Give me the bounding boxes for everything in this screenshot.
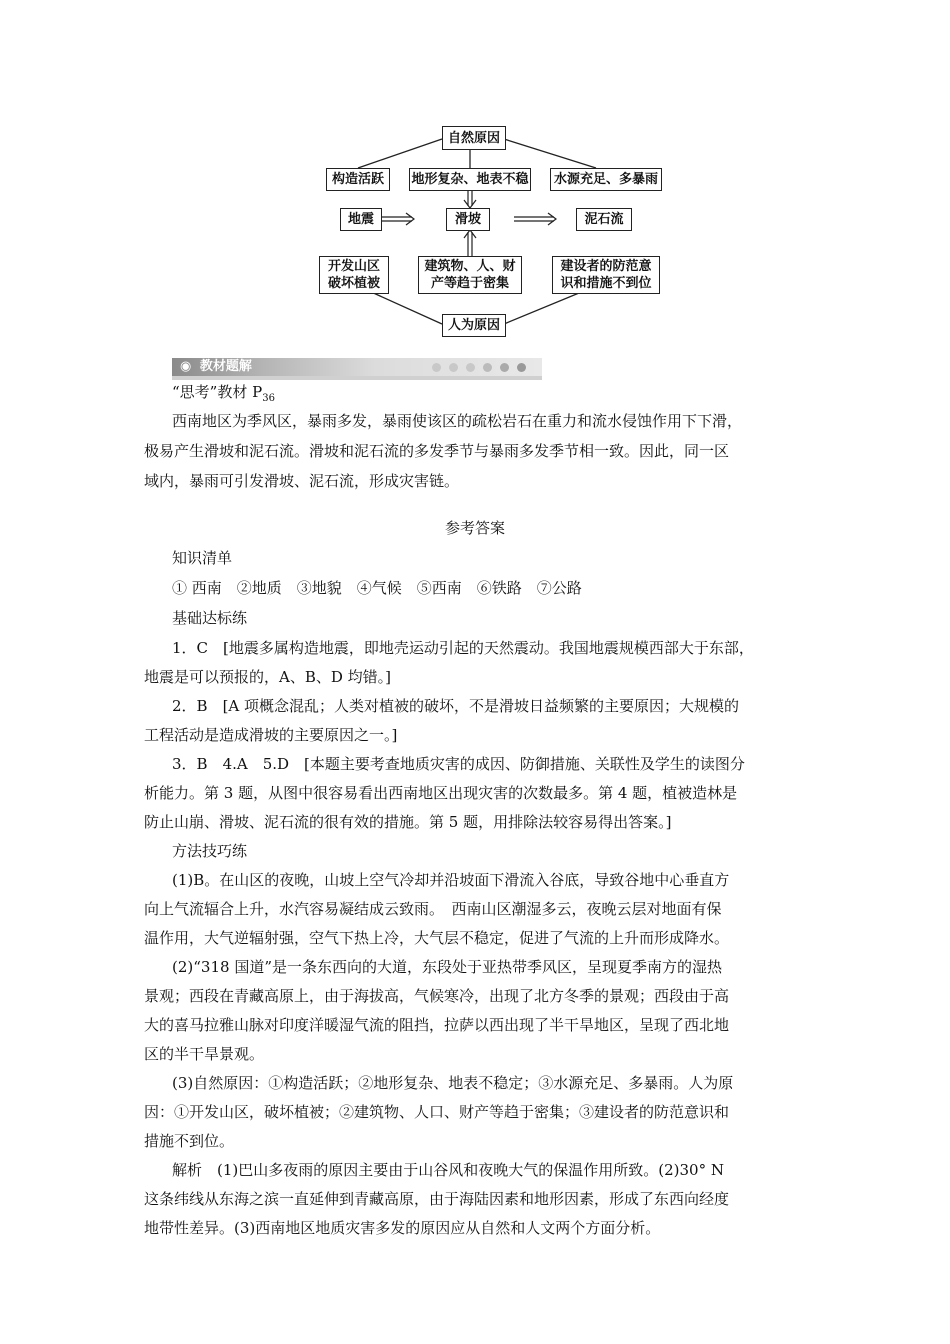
- chain-earthquake: 地震: [340, 208, 382, 231]
- think-heading-text: “思考”教材 P: [172, 383, 263, 401]
- method-line: 措施不到位。: [144, 1132, 235, 1150]
- decor-dot-icon: [466, 363, 475, 372]
- natural-factor-2: 地形复杂、地表不稳: [409, 168, 531, 191]
- method-line: 温作用，大气逆辐射强，空气下热上冷，大气层不稳定，促进了气流的上升而形成降水。: [144, 929, 730, 947]
- analysis-line: 解析 (1)巴山多夜雨的原因主要由于山谷风和夜晚大气的保温作用所致。(2)30° N: [172, 1161, 724, 1179]
- think-heading-page: 36: [262, 393, 275, 404]
- knowledge-heading: 知识清单: [172, 549, 233, 567]
- basic-line: 工程活动是造成滑坡的主要原因之一。]: [144, 726, 398, 744]
- basic-line: 地震是可以预报的，A、B、D 均错。]: [144, 668, 392, 686]
- analysis-line: 这条纬线从东海之滨一直延伸到青藏高原，由于海陆因素和地形因素，形成了东西向经度: [144, 1190, 730, 1208]
- decor-dot-icon: [517, 363, 526, 372]
- human-factor-3-text: 建设者的防范意 识和措施不到位: [560, 259, 652, 291]
- basic-line: 防止山崩、滑坡、泥石流的很有效的措施。第 5 题，用排除法较容易得出答案。]: [144, 813, 672, 831]
- human-factor-1: [319, 256, 389, 294]
- chain-landslide: 滑坡: [446, 208, 490, 231]
- human-factor-2-text: 建筑物、人、财 产等趋于密集: [424, 259, 516, 291]
- human-factor-1-text: 开发山区 破坏植被: [327, 259, 380, 291]
- analysis-line: 地带性差异。(3)西南地区地质灾害多发的原因应从自然和人文两个方面分析。: [144, 1219, 661, 1237]
- method-line: (2)“318 国道”是一条东西向的大道，东段处于亚热带季风区，呈现夏季南方的湿热: [172, 958, 722, 976]
- chain-debris-flow: 泥石流: [576, 208, 632, 231]
- think-line: 极易产生滑坡和泥石流。滑坡和泥石流的多发季节与暴雨多发季节相一致。因此，同一区: [144, 442, 730, 460]
- decor-dot-icon: [432, 363, 441, 372]
- basic-heading: 基础达标练: [172, 609, 248, 627]
- method-line: (1)B。在山区的夜晚，山坡上空气冷却并沿坡面下滑流入谷底，导致谷地中心垂直方: [172, 871, 730, 889]
- basic-line: 3．B 4.A 5.D [本题主要考查地质灾害的成因、防御措施、关联性及学生的读图分: [172, 755, 745, 773]
- basic-line: 2．B [A 项概念混乱；人类对植被的破坏，不是滑坡日益频繁的主要原因；大规模的: [172, 697, 740, 715]
- method-heading: 方法技巧练: [172, 842, 248, 860]
- think-line: 域内，暴雨可引发滑坡、泥石流，形成灾害链。: [144, 472, 460, 490]
- natural-factor-1: 构造活跃: [326, 168, 390, 191]
- think-line: 西南地区为季风区，暴雨多发，暴雨使该区的疏松岩石在重力和流水侵蚀作用下下滑，: [172, 412, 743, 430]
- method-line: 因：①开发山区，破坏植被；②建筑物、人口、财产等趋于密集；③建设者的防范意识和: [144, 1103, 730, 1121]
- answers-title: 参考答案: [444, 519, 505, 537]
- knowledge-items: ① 西南 ②地质 ③地貌 ④气候 ⑤西南 ⑥铁路 ⑦公路: [172, 579, 582, 597]
- decor-dot-icon: [483, 363, 492, 372]
- basic-line: 1．C [地震多属构造地震，即地壳运动引起的天然震动。我国地震规模西部大于东部，: [172, 639, 754, 657]
- method-line: 大的喜马拉雅山脉对印度洋暖湿气流的阻挡，拉萨以西出现了半干旱地区，呈现了西北地: [144, 1016, 730, 1034]
- method-line: 景观；西段在青藏高原上，由于海拔高，气候寒冷，出现了北方冬季的景观；西段由于高: [144, 987, 730, 1005]
- human-factor-3: [552, 256, 660, 294]
- banner-title-text: 教材题解: [199, 359, 252, 374]
- natural-cause-box: 自然原因: [442, 126, 506, 150]
- section-banner: [172, 358, 542, 380]
- method-line: 向上气流辐合上升，水汽容易凝结成云致雨。 西南山区潮湿多云，夜晚云层对地面有保: [144, 900, 722, 918]
- decor-dot-icon: [500, 363, 509, 372]
- cause-diagram: [300, 118, 700, 338]
- banner-title: [180, 358, 252, 376]
- bullet-circle-icon: ◉: [180, 359, 192, 374]
- human-factor-2: [418, 256, 522, 294]
- natural-factor-3: 水源充足、多暴雨: [550, 168, 662, 191]
- method-line: 区的半干旱景观。: [144, 1045, 265, 1063]
- basic-line: 析能力。第 3 题，从图中很容易看出西南地区出现灾害的次数最多。第 4 题，植被造林是: [144, 784, 738, 802]
- human-cause-box: 人为原因: [442, 314, 506, 337]
- decor-dot-icon: [449, 363, 458, 372]
- method-line: (3)自然原因：①构造活跃；②地形复杂、地表不稳定；③水源充足、多暴雨。人为原: [172, 1074, 734, 1092]
